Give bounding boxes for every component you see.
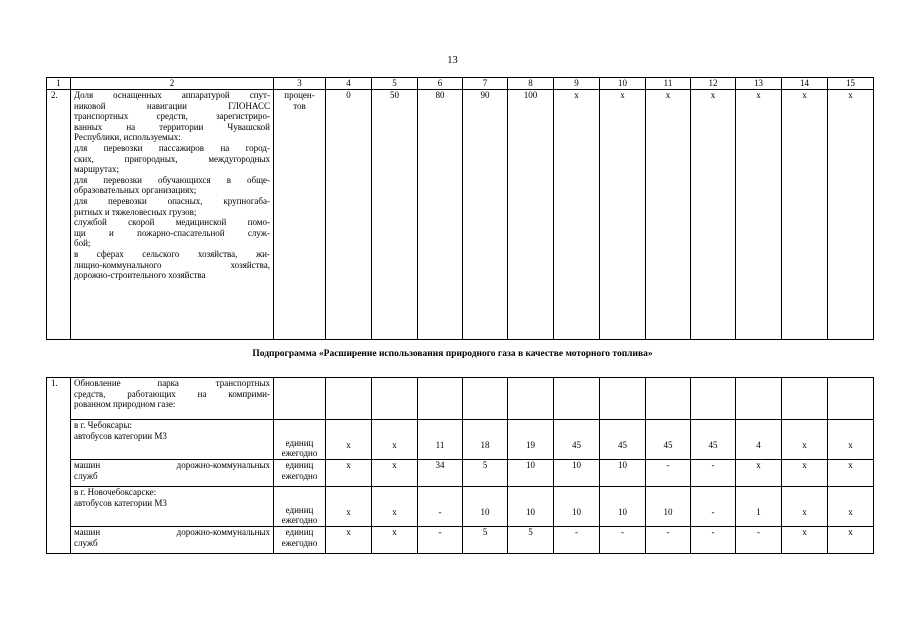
column-number: 5 (372, 78, 418, 90)
value-cell: 0 (326, 90, 372, 340)
text-line: ежегодно (281, 537, 318, 548)
text-line: Республики, используемых: (74, 132, 181, 143)
text-line: для перевозки обучающихся в обще- (74, 174, 270, 185)
text-line: ежегодно (281, 470, 318, 481)
value-cell: 5 (463, 460, 508, 487)
value-cell: x (372, 420, 418, 460)
subprogram-title: Подпрограмма «Расширение использования природного газа в качестве моторного топлива» (252, 349, 653, 359)
value-cell: x (646, 90, 691, 340)
value-cell: x (326, 487, 372, 527)
value-cell: 11 (418, 420, 463, 460)
value-cell: 10 (508, 487, 554, 527)
text-line: автобусов категории М3 (74, 430, 167, 441)
text-line: ежегодно (281, 515, 318, 526)
value-cell: 4 (736, 420, 782, 460)
value-cell: 10 (646, 487, 691, 527)
value-cell: x (326, 420, 372, 460)
value-cell: x (828, 527, 874, 554)
value-cell: x (372, 487, 418, 527)
text-line: в г. Чебоксары: (74, 420, 132, 430)
empty-cell (782, 378, 828, 420)
value-cell: - (691, 527, 736, 554)
value-cell: x (828, 90, 874, 340)
column-number: 1 (47, 78, 71, 90)
value-cell: x (828, 460, 874, 487)
value-cell: x (828, 420, 874, 460)
text-line: Доля оснащенных аппаратурой спут- (74, 90, 270, 100)
column-number: 11 (646, 78, 691, 90)
value-cell: x (326, 460, 372, 487)
value-cell: x (691, 90, 736, 340)
text-line: дорожно-строительного хозяйства (74, 270, 206, 281)
column-number: 4 (326, 78, 372, 90)
text-line: процен- (284, 90, 315, 100)
value-cell: 10 (600, 460, 646, 487)
text-line: маршрутах; (74, 164, 119, 175)
row-number: 2. (47, 90, 71, 340)
text-line: служб (74, 537, 98, 548)
empty-cell (326, 378, 372, 420)
value-cell: 10 (463, 487, 508, 527)
value-cell: 80 (418, 90, 463, 340)
value-cell: - (736, 527, 782, 554)
value-cell: 10 (554, 460, 600, 487)
empty-cell (828, 378, 874, 420)
indicator-description (71, 487, 274, 527)
text-line: службой скорой медицинской помо- (74, 217, 270, 228)
table-row (47, 378, 874, 420)
column-number: 6 (418, 78, 463, 90)
empty-cell (372, 378, 418, 420)
text-line: щи и пожарно-спасательной служ- (74, 227, 270, 238)
unit-cell (274, 90, 326, 340)
unit-cell (274, 527, 326, 554)
unit-cell (274, 460, 326, 487)
empty-cell (691, 378, 736, 420)
indicator-description (71, 420, 274, 460)
value-cell: 45 (554, 420, 600, 460)
text-line: единиц (285, 437, 314, 448)
value-cell: x (782, 460, 828, 487)
column-number-row (47, 78, 874, 90)
empty-cell (463, 378, 508, 420)
text-line: для перевозки пассажиров на город- (74, 142, 270, 153)
text-line: ритных и тяжеловесных грузов; (74, 206, 197, 217)
indicator-description (71, 378, 274, 420)
unit-cell (274, 420, 326, 460)
text-line: тов (293, 100, 306, 111)
text-line: служб (74, 470, 98, 481)
value-cell: 90 (463, 90, 508, 340)
value-cell: 45 (600, 420, 646, 460)
value-cell: 1 (736, 487, 782, 527)
text-line: единиц (285, 504, 314, 515)
column-number: 9 (554, 78, 600, 90)
text-line: в сферах сельского хозяйства, жи- (74, 248, 270, 259)
text-line: ванных на территории Чувашской (74, 121, 270, 132)
text-line: ежегодно (281, 448, 318, 459)
text-line: для перевозки опасных, крупногаба- (74, 195, 270, 206)
column-number: 8 (508, 78, 554, 90)
text-line: машин дорожно-коммунальных (74, 527, 270, 537)
text-line: бой; (74, 238, 91, 249)
page-number: 13 (447, 55, 458, 66)
empty-cell (736, 378, 782, 420)
text-line: рованном природном газе: (74, 399, 176, 410)
indicator-description (71, 90, 274, 340)
indicator-description (71, 460, 274, 487)
indicators-table-top (46, 77, 874, 340)
empty-cell (554, 378, 600, 420)
value-cell: 5 (508, 527, 554, 554)
value-cell: x (782, 527, 828, 554)
value-cell: - (418, 487, 463, 527)
value-cell: x (782, 420, 828, 460)
table-row (47, 487, 874, 527)
column-number: 13 (736, 78, 782, 90)
column-number: 12 (691, 78, 736, 90)
table-row (47, 460, 874, 487)
text-line: в г. Новочебоксарске: (74, 487, 157, 497)
value-cell: x (372, 460, 418, 487)
value-cell: 34 (418, 460, 463, 487)
text-line: автобусов категории М3 (74, 497, 167, 508)
empty-cell (418, 378, 463, 420)
value-cell: 19 (508, 420, 554, 460)
column-number: 2 (71, 78, 274, 90)
value-cell: - (691, 460, 736, 487)
value-cell: - (691, 487, 736, 527)
table-row (47, 420, 874, 460)
empty-cell (600, 378, 646, 420)
value-cell: 10 (508, 460, 554, 487)
text-line: ских, пригородных, междугородных (74, 153, 270, 164)
text-line: лищно-коммунального хозяйства, (74, 259, 270, 270)
value-cell: x (554, 90, 600, 340)
text-line: транспортных средств, зарегистриро- (74, 111, 270, 122)
value-cell: - (554, 527, 600, 554)
value-cell: x (782, 90, 828, 340)
value-cell: 10 (600, 487, 646, 527)
value-cell: x (372, 527, 418, 554)
value-cell: 18 (463, 420, 508, 460)
value-cell: x (326, 527, 372, 554)
value-cell: x (782, 487, 828, 527)
value-cell: 50 (372, 90, 418, 340)
value-cell: - (418, 527, 463, 554)
value-cell: 5 (463, 527, 508, 554)
text-line: образовательных организациях; (74, 185, 197, 196)
row-number: 1. (47, 378, 71, 554)
column-number: 3 (274, 78, 326, 90)
indicator-description (71, 527, 274, 554)
value-cell: 10 (554, 487, 600, 527)
value-cell: x (828, 487, 874, 527)
value-cell: - (646, 527, 691, 554)
table-row (47, 90, 874, 340)
table-row (47, 527, 874, 554)
text-line: Обновление парка транспортных (74, 378, 270, 388)
unit-cell (274, 487, 326, 527)
value-cell: 45 (691, 420, 736, 460)
text-line: единиц (285, 460, 314, 470)
empty-cell (274, 378, 326, 420)
text-line: единиц (285, 527, 314, 537)
value-cell: - (600, 527, 646, 554)
value-cell: x (736, 90, 782, 340)
text-line: машин дорожно-коммунальных (74, 460, 270, 470)
text-line: никовой навигации ГЛОНАСС (74, 100, 270, 111)
column-number: 7 (463, 78, 508, 90)
empty-cell (646, 378, 691, 420)
column-number: 10 (600, 78, 646, 90)
column-number: 14 (782, 78, 828, 90)
empty-cell (508, 378, 554, 420)
value-cell: - (646, 460, 691, 487)
value-cell: x (736, 460, 782, 487)
indicators-table-bottom (46, 377, 874, 554)
text-line: средств, работающих на комприми- (74, 388, 270, 399)
value-cell: x (600, 90, 646, 340)
column-number: 15 (828, 78, 874, 90)
value-cell: 45 (646, 420, 691, 460)
value-cell: 100 (508, 90, 554, 340)
